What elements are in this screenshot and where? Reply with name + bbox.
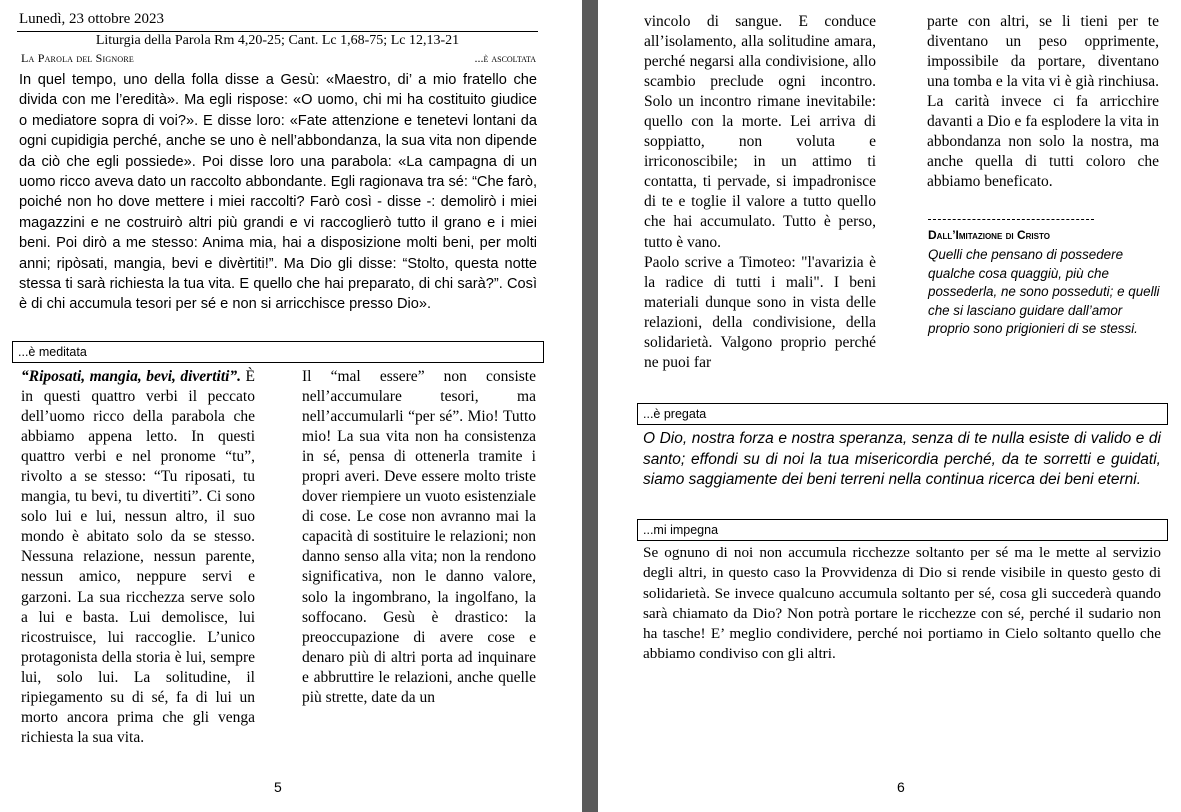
section-meditated — [12, 341, 544, 363]
section-commit-label: ...mi impegna — [643, 523, 719, 537]
page-right — [598, 0, 1181, 812]
meditation-text-1: È in questi quattro verbi il peccato dell’uomo ricco della parabola che abbiamo appena letto. In questi quattro verbi e nel pronome “tu”, rivolto a se stesso: “Tu riposati, tu mangia, tu bevi, tu divertiti”. Ci sono solo lui e lui, nessun altro, il suo mondo è abitato solo da se stesso. Nessuna relazione, nessun parente, nessun amico, neppure servi e garzoni. La sua ricchezza serve solo a lui e basta. Lui demolisce, lui ricostruisce, lui raccoglie. L’unico protagonista della storia è lui, sempre lui, solo lui. La solitudine, il ripiegamento su di sé, fa di lui un morto ancora prima che gli venga richiesta la sua vita. — [21, 368, 255, 746]
page-left — [0, 0, 582, 812]
word-of-lord-label: La Parola del Signore — [21, 51, 134, 65]
prayer-text: O Dio, nostra forza e nostra speranza, senza di te nulla esiste di valido e di santo; effondi su di noi la tua misericordia perché, da te sorretti e guidati, siamo saggiamente dei beni terreni nella continua ricerca dei beni eterni. — [643, 430, 1161, 488]
meditation-text-3: vincolo di sangue. E conduce all’isolamento, alla solitudine amara, perché negarsi alla condivisione, allo scambio preclude ogni incontro. Solo un incontro rimane inevitabile: quello con la morte. Lei arriva di soppiatto, non voluta e irriconoscibile; in un attimo ti contatta, ti pervade, si impadronisce di te e toglie il valore a tutto quello che hai accumulato. Tutto è perso, tutto è vano. — [644, 13, 876, 251]
section-meditated-label: ...è meditata — [18, 345, 87, 359]
commit-text: Se ognuno di noi non accumula ricchezze soltanto per sé ma le mette al servizio degli altri, in questo caso la Provvidenza di Dio si rende visibile in questo gesto di solidarietà. Se invece qualcuno accumula soltanto per sé, cosa gli succederà quando sarà chiamato da Dio? Non potrà portare le ricchezze con sé, perché il sudario non ha tasche! E’ meglio condividere, perché noi portiamo in Cielo soltanto quello che abbiamo condiviso con gli altri. — [643, 544, 1161, 663]
page-date: Lunedì, 23 ottobre 2023 — [19, 11, 164, 27]
imitation-title: Dall’Imitazione di Cristo — [928, 228, 1050, 242]
page-number-left: 5 — [274, 779, 282, 795]
header-rule — [17, 31, 538, 32]
meditation-text-2: Il “mal essere” non consiste nell’accumulare tesori, ma nell’accumularli “per sé”. Mio! Tutto mio! La sua vita non ha consistenza in sé, pensa di ottenerla tramite i propri averi. Deve essere molto triste dover riempiere un vuoto esistenziale di cose. Le cose non avranno mai la capacità di sostituire le relazioni; non danno senso alla vita; non la rendono significativa, non le danno valore, solo la ingombrano, la ingolfano, la soffocano. Gesù è drastico: la preoccupazione di avere cose e denaro più di altri porta ad inquinare e abbruttire le relazioni, anche quelle più strette, date da un — [302, 368, 536, 706]
gospel-text: In quel tempo, uno della folla disse a Gesù: «Maestro, di’ a mio fratello che divida con me l’eredità». Ma egli rispose: «O uomo, chi mi ha costituito giudice o mediatore sopra di voi?». E disse loro: «Fate attenzione e tenetevi lontani da ogni cupidigia perché, anche se uno è nell’abbondanza, la sua vita non dipende da ciò che egli possiede». Poi disse loro una parabola: «La campagna di un uomo ricco aveva dato un raccolto abbondante. Egli ragionava tra sé: “Che farò, poiché non ho dove mettere i miei raccolti? Farò così - disse -: demolirò i miei magazzini e ne costruirò altri più grandi e vi raccoglierò tutto il grano e i miei beni. Poi dirò a me stesso: Anima mia, hai a disposizione molti beni, per molti anni; ripòsati, mangia, bevi e divèrtiti!”. Ma Dio gli disse: “Stolto, questa notte stessa ti sarà richiesta la tua vita. E quello che hai preparato, di chi sarà?”. Così è di chi accumula tesori per sé e non si arricchisce presso Dio». — [19, 72, 537, 313]
section-prayed-label: ...è pregata — [643, 407, 707, 421]
meditation-text-4: Paolo scrive a Timoteo: "l'avarizia è la radice di tutti i mali". I beni materiali dunque sono in vista delle relazioni, della condivisione, della solidarietà. Valgono proprio perché ne puoi far — [644, 253, 876, 371]
listened-label: ...è ascoltata — [474, 51, 536, 65]
meditation-column-2 — [302, 367, 536, 708]
page-number-right: 6 — [897, 779, 905, 795]
section-prayed — [637, 403, 1168, 425]
meditation-column-1 — [21, 367, 255, 748]
section-commit — [637, 519, 1168, 541]
imitation-text: Quelli che pensano di possedere qualche cosa quaggiù, più che possederla, ne sono posseduti; e quelli che si lasciano guidare dall’amor proprio sono prigionieri di se stessi. — [928, 247, 1160, 337]
meditation-text-5: parte con altri, se li tieni per te diventano un peso opprimente, impossibile da portare, diventano una tomba e la vita vi è già rinchiusa. La carità invece ci fa arricchire davanti a Dio e fa esplodere la vita in abbondanza non solo la nostra, ma anche quella di tutti coloro che abbiamo beneficato. — [927, 13, 1159, 191]
dashed-separator — [928, 219, 1094, 220]
meditation-lead: “Riposati, mangia, bevi, divertiti”. — [21, 368, 242, 385]
meditation-column-4 — [927, 12, 1159, 192]
meditation-column-3 — [644, 12, 876, 373]
liturgy-reference: Liturgia della Parola Rm 4,20-25; Cant. Lc 1,68-75; Lc 12,13-21 — [95, 33, 460, 48]
